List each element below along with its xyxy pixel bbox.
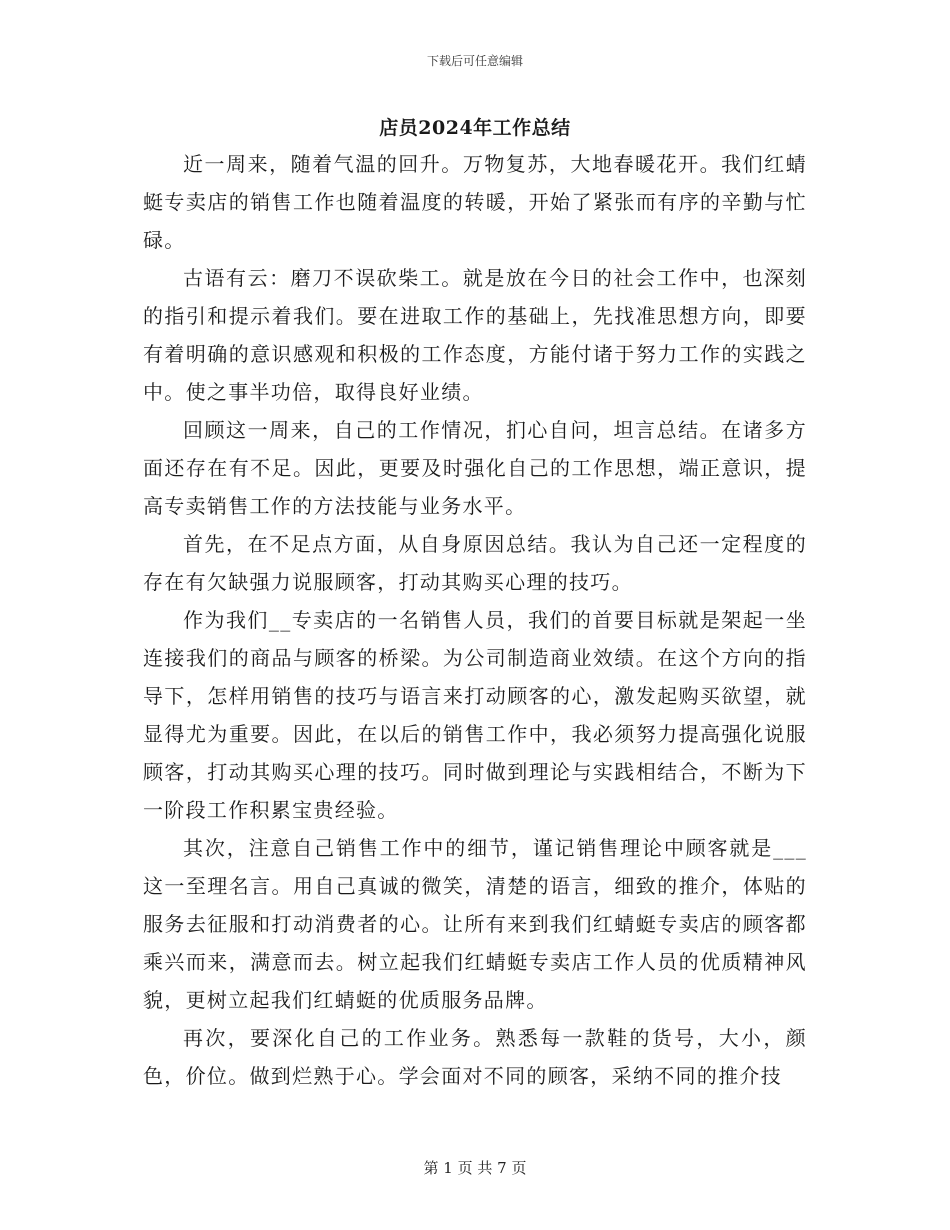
page-number-footer: 第 1 页 共 7 页 xyxy=(423,1159,527,1177)
paragraph-7: 再次，要深化自己的工作业务。熟悉每一款鞋的货号，大小，颜色，价位。做到烂熟于心。学会面对不同的顾客，采纳不同的推介技 xyxy=(143,1026,807,1088)
document-body xyxy=(143,145,807,1095)
document-title: 店员2024年工作总结 xyxy=(379,117,571,139)
page-header-note: 下载后可任意编辑 xyxy=(426,54,523,68)
paragraph-6: 其次，注意自己销售工作中的细节，谨记销售理论中顾客就是___这一至理名言。用自己真诚的微笑，清楚的语言，细致的推介，体贴的服务去征服和打动消费者的心。让所有来到我们红蜻蜓专卖店的顾客都乘兴而来，满意而去。树立起我们红蜻蜓专卖店工作人员的优质精神风貌，更树立起我们红蜻蜓的优质服务品牌。 xyxy=(143,836,807,1012)
paragraph-5: 作为我们__专卖店的一名销售人员，我们的首要目标就是架起一坐连接我们的商品与顾客的桥梁。为公司制造商业效绩。在这个方向的指导下，怎样用销售的技巧与语言来打动顾客的心，激发起购买欲望，就显得尤为重要。因此，在以后的销售工作中，我必须努力提高强化说服顾客，打动其购买心理的技巧。同时做到理论与实践相结合，不断为下一阶段工作积累宝贵经验。 xyxy=(143,608,807,822)
paragraph-1: 近一周来，随着气温的回升。万物复苏，大地春暖花开。我们红蜻蜓专卖店的销售工作也随着温度的转暖，开始了紧张而有序的辛勤与忙碌。 xyxy=(143,152,807,252)
paragraph-4: 首先，在不足点方面，从自身原因总结。我认为自己还一定程度的存在有欠缺强力说服顾客，打动其购买心理的技巧。 xyxy=(143,532,807,594)
paragraph-2: 古语有云：磨刀不误砍柴工。就是放在今日的社会工作中，也深刻的指引和提示着我们。要在进取工作的基础上，先找准思想方向，即要有着明确的意识感观和积极的工作态度，方能付诸于努力工作的实践之中。使之事半功倍，取得良好业绩。 xyxy=(143,266,807,404)
paragraph-3: 回顾这一周来，自己的工作情况，扪心自问，坦言总结。在诸多方面还存在有不足。因此，更要及时强化自己的工作思想，端正意识，提高专卖销售工作的方法技能与业务水平。 xyxy=(143,418,807,518)
